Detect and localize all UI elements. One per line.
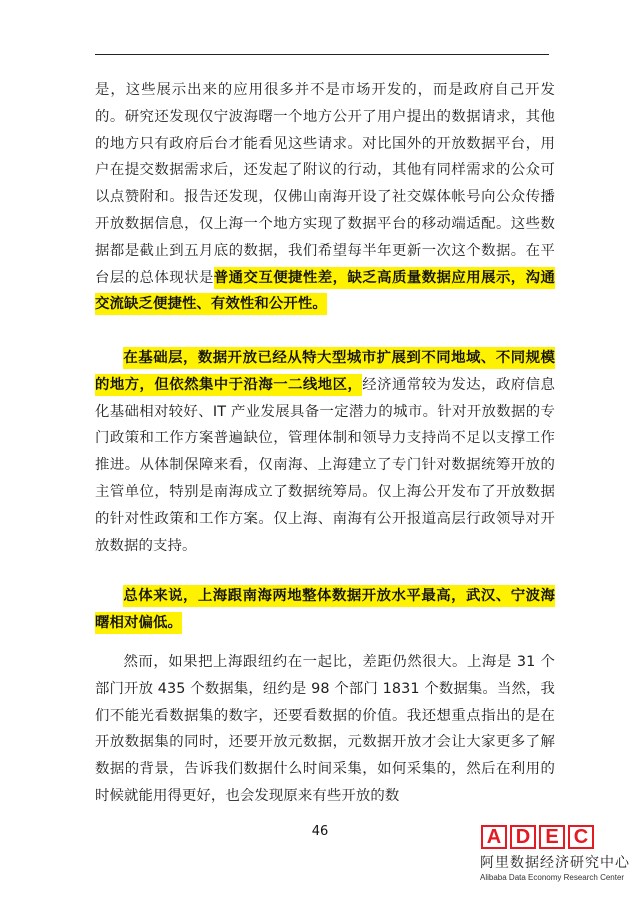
header-rule (95, 54, 549, 55)
logo-letter-c: C (568, 825, 594, 849)
highlighted-text: 总体来说，上海跟南海两地整体数据开放水平最高，武汉、宁波海曙相对偏低。 (95, 585, 555, 634)
paragraph-comparison (95, 649, 555, 810)
paragraph-platform (95, 77, 555, 318)
logo-letter-e: E (539, 825, 565, 849)
body-text: 然而，如果把上海跟纽约在一起比，差距仍然很大。上海是 31 个部门开放 435 个数据集，纽约是 98 个部门 1831 个数据集。当然，我们不能光看数据集的数字，还要看数据的价值。我还想重点指出的是在开放数据集的同时，还要开放元数据，元数据开放才会让大家更多了解数据的背景，告诉我们数据什么时间采集，如何采集的，然后在利用的时候就能用得更好，也会发现原来有些开放的数 (95, 654, 555, 804)
logo-english-name: Alibaba Data Economy Research Center (480, 873, 625, 882)
logo-letter-d: D (510, 825, 536, 849)
logo-chinese-name: 阿里数据经济研究中心 (480, 855, 630, 871)
adec-logo (480, 825, 630, 885)
logo-letter-a: A (481, 825, 507, 849)
paragraph-summary (95, 583, 555, 637)
body-text: 是，这些展示出来的应用很多并不是市场开发的，而是政府自己开发的。研究还发现仅宁波海曙一个地方公开了用户提出的数据请求，其他的地方只有政府后台才能看见这些请求。对比国外的开放数据平台，用户在提交数据需求后，还发起了附议的行动，其他有同样需求的公众可以点赞附和。报告还发现，仅佛山南海开设了社交媒体帐号向公众传播开放数据信息，仅上海一个地方实现了数据平台的移动端适配。这些数据都是截止到五月底的数据，我们希望每半年更新一次这个数据。在平台层的总体现状是 (95, 82, 555, 286)
highlighted-text: 普通交互便捷性差，缺乏高质量数据应用展示，沟通交流缺乏便捷性、有效性和公开性。 (95, 267, 555, 316)
adec-logo-mark (481, 825, 630, 849)
highlighted-text: 在基础层，数据开放已经从特大型城市扩展到不同地域、不同规模的地方，但依然集中于沿海一二线地区， (95, 347, 555, 396)
paragraph-base-layer (95, 345, 555, 559)
page-number: 46 (311, 824, 329, 839)
body-text: 经济通常较为发达，政府信息化基础相对较好、IT 产业发展具备一定潜力的城市。针对开放数据的专门政策和工作方案普遍缺位，管理体制和领导力支持尚不足以支撑工作推进。从体制保障来看，仅南海、上海建立了专门针对数据统筹开放的主管单位，特别是南海成立了数据统筹局。仅上海公开发布了开放数据的针对性政策和工作方案。仅上海、南海有公开报道高层行政领导对开放数据的支持。 (95, 376, 555, 554)
